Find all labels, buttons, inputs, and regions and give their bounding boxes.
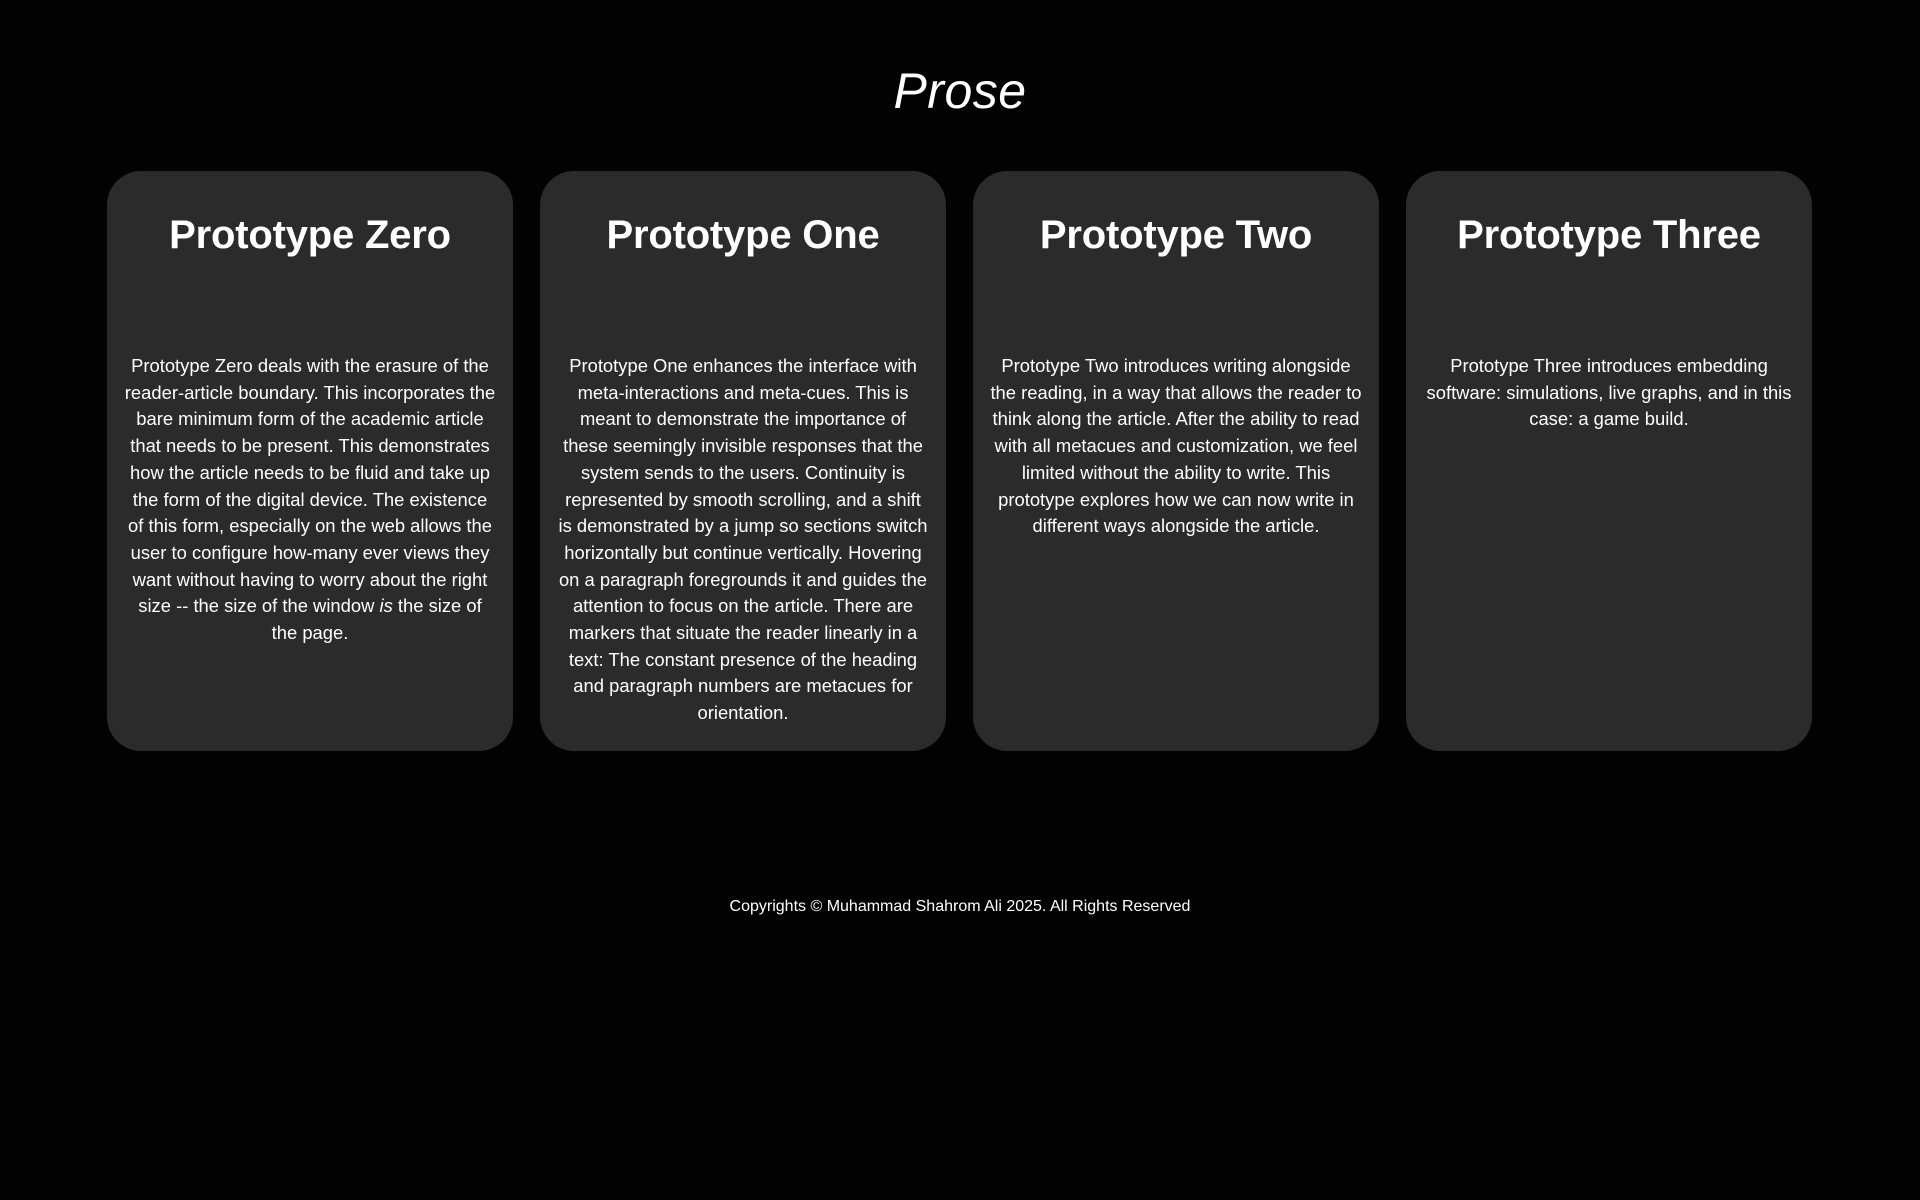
prototype-card-one[interactable] — [540, 171, 946, 751]
card-description — [123, 353, 497, 647]
prototype-card-two[interactable] — [973, 171, 1379, 751]
card-description: Prototype One enhances the interface with meta-interactions and meta-cues. This is meant to demonstrate the importance of these seemingly invisible responses that the system sends to the users. Continuity is represented by smooth scrolling, and a shift is demonstrated by a jump so sections switch horizontally but continue vertically. Hovering on a paragraph foregrounds it and guides the attention to focus on the article. There are markers that situate the reader linearly in a text: The constant presence of the heading and paragraph numbers are metacues for orientation. — [558, 355, 928, 724]
card-title: Prototype Two — [1039, 213, 1313, 257]
card-description-text: Prototype Zero deals with the erasure of the reader-article boundary. This incorporates the bare minimum form of the academic article that needs to be present. This demonstrates how the article needs to be fluid and take up the form of the digital device. The existence of this form, especially on the web allows the user to configure how-many ever views they want without having to worry about the right size -- the size of the window — [124, 355, 496, 617]
prototype-card-zero[interactable] — [107, 171, 513, 751]
card-title: Prototype One — [606, 213, 880, 257]
card-description-text-end: the size of the page. — [271, 595, 482, 644]
card-description: Prototype Two introduces writing alongside the reading, in a way that allows the reader to think along the article. After the ability to read with all metacues and customization, we feel limited without the ability to write. This prototype explores how we can now write in different ways alongside the article. — [990, 355, 1362, 537]
footer-copyright: Copyrights © Muhammad Shahrom Ali 2025. All Rights Reserved — [729, 898, 1191, 915]
prototype-card-three[interactable] — [1406, 171, 1812, 751]
prototype-card-list — [107, 171, 1813, 751]
card-title: Prototype Zero — [169, 213, 451, 257]
card-title: Prototype Three — [1457, 213, 1761, 257]
card-description: Prototype Three introduces embedding software: simulations, live graphs, and in this case: a game build. — [1426, 355, 1792, 430]
site-title: Prose — [893, 63, 1027, 119]
card-description-emphasis: is — [379, 595, 393, 617]
